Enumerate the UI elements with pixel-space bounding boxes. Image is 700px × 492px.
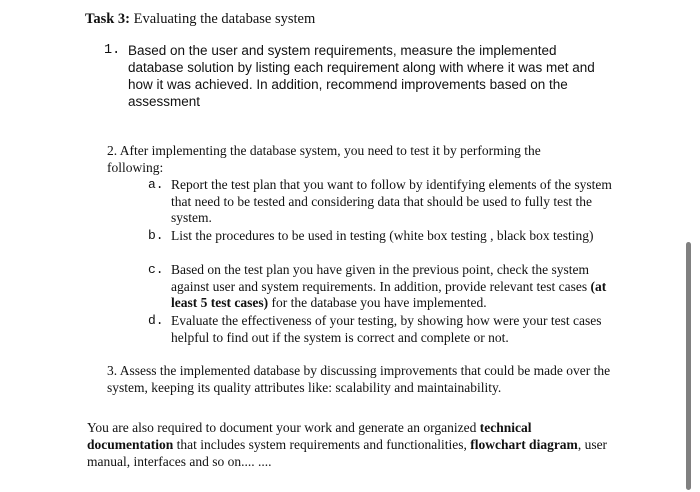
closing-text: You are also required to document your work and generate an organized xyxy=(87,420,480,435)
vertical-scrollbar[interactable] xyxy=(686,242,691,490)
requirement-item-2-intro: 2. After implementing the database system, you need to test it by performing the following: xyxy=(107,143,541,175)
closing-text: that includes system requirements and functionalities, xyxy=(173,437,471,452)
sub-item-d xyxy=(148,313,618,346)
sub-item-text-part: for the database you have implemented. xyxy=(268,295,487,310)
sub-item-b xyxy=(148,228,618,245)
sub-item-text: List the procedures to be used in testing (white box testing , black box testing) xyxy=(171,228,594,243)
sub-item-c xyxy=(148,262,618,312)
sub-item-letter: c. xyxy=(148,262,164,277)
closing-text: , user manual, interfaces and so on.... .... xyxy=(87,437,608,469)
task-title-text: Evaluating the database system xyxy=(133,11,316,27)
sub-item-text: Evaluate the effectiveness of your testing, by showing how were your test cases helpful to find out if the system is correct and complete or not. xyxy=(171,313,602,345)
sub-item-text xyxy=(171,262,616,312)
closing-paragraph xyxy=(87,419,617,470)
sub-item-text-part: Based on the test plan you have given in the previous point, check the system against user and system requirements. In addition, provide relevant test cases xyxy=(171,262,591,294)
closing-bold: technical documentation xyxy=(87,420,532,452)
item-text: Based on the user and system requirements, measure the implemented database solution by listing each requirement along with where it was met and how it was achieved. In addition, recommend improvements based on the assessment xyxy=(128,43,595,109)
task-heading xyxy=(85,10,315,28)
item-number: 1. xyxy=(104,43,121,58)
closing-bold: flowchart diagram xyxy=(470,437,578,452)
requirement-item-1 xyxy=(104,42,604,110)
task-label: Task 3: xyxy=(85,11,131,27)
sub-item-a xyxy=(148,177,618,227)
sub-item-letter: a. xyxy=(148,177,164,192)
sub-item-letter: b. xyxy=(148,228,164,243)
sub-item-letter: d. xyxy=(148,313,164,328)
sub-item-text: Report the test plan that you want to follow by identifying elements of the system that need to be tested and considering data that should be used to fully test the system. xyxy=(171,177,612,225)
requirement-item-3: 3. Assess the implemented database by discussing improvements that could be made over the system, keeping its quality attributes like: scalability and maintainability. xyxy=(107,363,611,395)
sub-item-text-bold: (at least 5 test cases) xyxy=(171,278,607,310)
